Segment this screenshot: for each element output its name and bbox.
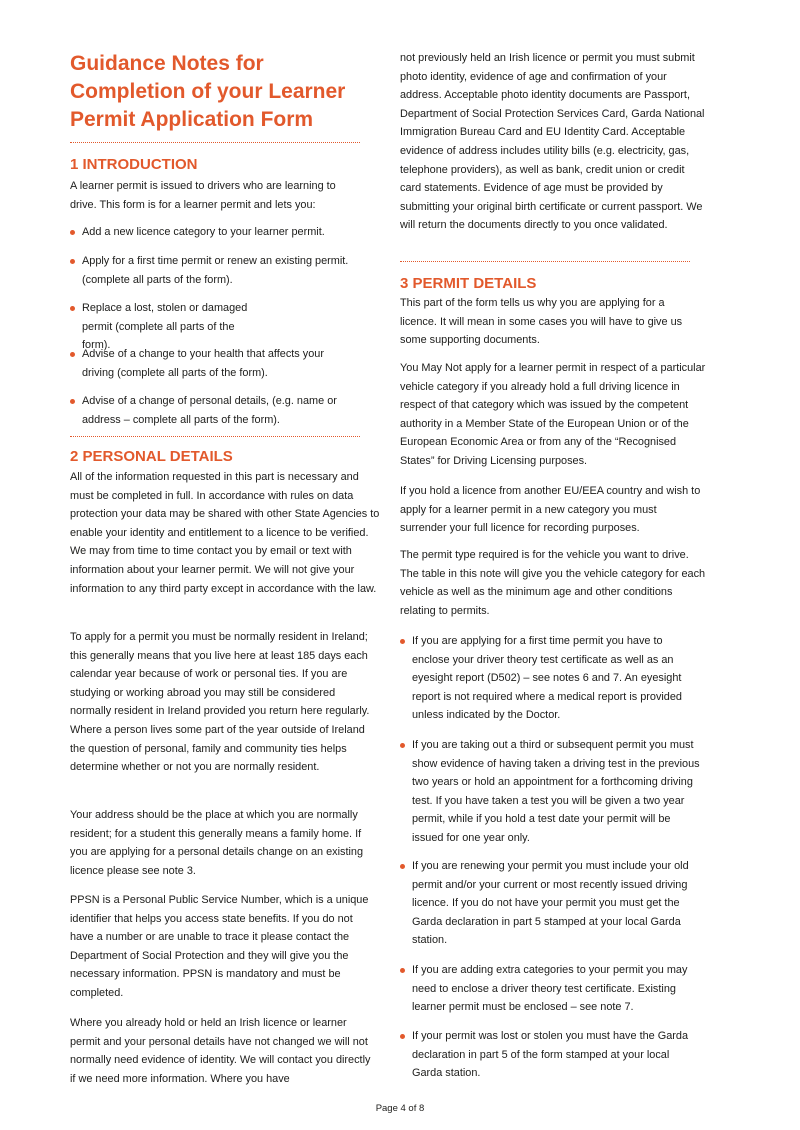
section-divider (400, 261, 690, 262)
list-item: Replace a lost, stolen or damaged permit (complete all parts of the form). (70, 299, 262, 355)
permit-details-paragraph: You May Not apply for a learner permit in respect of a particular vehicle category if you already hold a full driving licence in respect of that category which was issued by the competent authority in a Member State of the European Union or of the European Economic Area or from any of the “Recognised States” for Driving Licensing purposes. (400, 362, 706, 467)
personal-details-paragraph-continued: not previously held an Irish licence or permit you must submit photo identity, evidence of age and confirmation of your address. Acceptable photo identity documents are Passport, Department of Social Protection Services Card, Garda National Immigration Bureau Card and EU Identity Card. Acceptable evidence of address includes utility bills (e.g. electricity, gas, telephone providers), as well as bank, credit union or credit card statements. Evidence of age must be provided by submitting your original birth certificate or current passport. We will return the documents directly to you once validated. (400, 52, 705, 232)
introduction-intro: A learner permit is issued to drivers who are learning to drive. This form is for a learner permit and lets you: (70, 180, 336, 211)
section-heading-permit-details: 3 PERMIT DETAILS (400, 275, 537, 292)
personal-details-paragraph: Your address should be the place at which you are normally resident; for a student this generally means a family home. If you are applying for a personal details change on an existing licence please see note 3. (70, 809, 364, 877)
list-item: Advise of a change to your health that affects your driving (complete all parts of the form). (70, 345, 350, 382)
list-item: Apply for a first time permit or renew an existing permit. (complete all parts of the form). (70, 252, 382, 289)
list-item: If you are taking out a third or subsequent permit you must show evidence of having taken a driving test in the previous two years or hold an appointment for a forthcoming driving test. If you have taken a test you will be given a two year permit, while if you hold a test date your permit will be issued for one year only. (400, 736, 702, 848)
section-heading-personal-details: 2 PERSONAL DETAILS (70, 448, 233, 465)
list-item: Advise of a change of personal details, (e.g. name or address – complete all parts of the form). (70, 392, 342, 429)
section-divider (70, 436, 360, 437)
permit-details-paragraph: This part of the form tells us why you are applying for a licence. It will mean in some cases you will have to give us some supporting documents. (400, 297, 683, 347)
list-item: If you are adding extra categories to your permit you may need to enclose a driver theory test certificate. Existing learner permit must be enclosed – see note 7. (400, 961, 708, 1017)
personal-details-paragraph: To apply for a permit you must be normally resident in Ireland; this generally means that you live here at least 185 days each calendar year because of work or personal ties. If you are studying or working abroad you may still be considered normally resident in Ireland provided you return here regularly. Where a person lives some part of the year outside of Ireland the question of personal, family and community ties helps determine whether or not you are normally resident. (70, 631, 370, 774)
title-divider (70, 142, 360, 143)
personal-details-paragraph: Where you already hold or held an Irish licence or learner permit and your personal details have not changed we will not normally need evidence of identity. We will contact you directly if we need more information. Where you have (70, 1017, 371, 1085)
page-number: Page 4 of 8 (375, 1103, 425, 1114)
list-item: If your permit was lost or stolen you must have the Garda declaration in part 5 of the form stamped at your local Garda station. (400, 1027, 702, 1083)
list-item: If you are renewing your permit you must include your old permit and/or your current or most recently issued driving licence. If you do not have your permit you must get the Garda declaration in part 5 stamped at your local Garda station. (400, 857, 708, 950)
page-title: Guidance Notes for Completion of your Learner Permit Application Form (70, 52, 346, 131)
personal-details-paragraph: All of the information requested in this part is necessary and must be completed in full. In accordance with rules on data protection your data may be shared with other State Agencies to enable your identity and entitlement to a licence to be verified. We may from time to time contact you by email or text with information about your learner permit. We will not give your information to any third party except in accordance with the law. (70, 471, 380, 595)
section-heading-introduction: 1 INTRODUCTION (70, 156, 198, 173)
personal-details-paragraph: PPSN is a Personal Public Service Number, which is a unique identifier that helps you access state benefits. If you do not have a number or are unable to trace it please contact the Department of Social Protection and they will give you the necessary information. PPSN is mandatory and must be completed. (70, 894, 369, 999)
list-item: If you are applying for a first time permit you have to enclose your driver theory test certificate as well as an eyesight report (D502) – see notes 6 and 7. An eyesight report is not required where a medical report is provided unless indicated by the Doctor. (400, 632, 702, 725)
list-item: Add a new licence category to your learner permit. (70, 223, 382, 242)
permit-details-paragraph: If you hold a licence from another EU/EEA country and wish to apply for a learner permit in a new category you must surrender your full licence for recording purposes. (400, 485, 701, 535)
permit-details-paragraph: The permit type required is for the vehicle you want to drive. The table in this note will give you the vehicle category for each vehicle as well as the minimum age and other conditions relating to permits. (400, 549, 706, 617)
